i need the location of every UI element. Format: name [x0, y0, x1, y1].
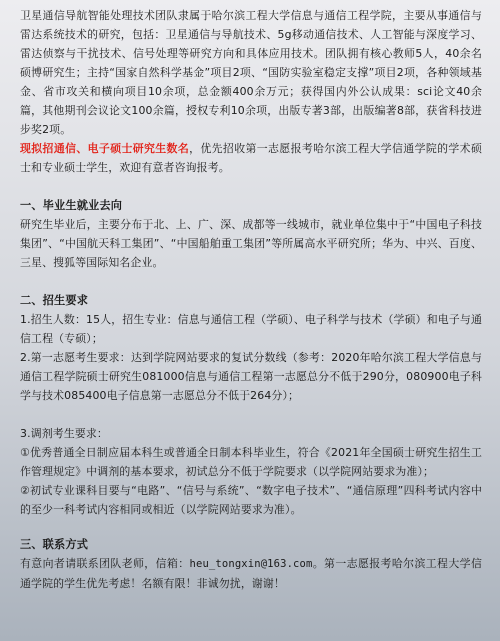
recruit-text: ，优先招收第一志愿报考哈尔滨工程大学信通学院的学术硕士和专业硕士学生，欢迎有意者咨询报考。	[20, 142, 482, 174]
employment-paragraph: 研究生毕业后，主要分布于北、上、广、深、成都等一线城市，就业单位集中于“中国电子科技集团”、“中国航天科工集团”、“中国船舶重工集团”等所属高水平研究所；华为、中兴、百度、三星、搜狐等国际知名企业。	[20, 218, 482, 269]
spacer	[20, 519, 482, 535]
section-heading-contact: 三、联系方式	[20, 538, 89, 551]
contact-text-before: 有意向者请联系团队老师，信箱：	[20, 557, 190, 570]
contact-text-after: 。第一志愿报考哈尔滨工程大学信通学院的学生优先考虑！名额有限！非诚勿扰，谢谢！	[20, 557, 482, 590]
contact-email: heu_tongxin@163.com	[189, 558, 313, 570]
requirement-item-2: 2.第一志愿考生要求：达到学院网站要求的复试分数线（参考：2020年哈尔滨工程大学信息与通信工程学院硕士研究生081000信息与通信工程第一志愿总分不低于290分，080900电子科学与技术085400电子信息第一志愿总分不低于264分）；	[20, 351, 482, 402]
requirement-item-3b: ②初试专业课科目要与“电路”、“信号与系统”、“数字电子技术”、“通信原理”四科考试内容中的至少一科考试内容相同或相近（以学院网站要求为准）。	[20, 484, 482, 516]
requirement-item-3a: ①优秀普通全日制应届本科生或普通全日制本科毕业生，符合《2021年全国硕士研究生招生工作管理规定》中调剂的基本要求，初试总分不低于学院要求（以学院网站要求为准）；	[20, 446, 482, 478]
recruit-paragraph	[20, 139, 482, 177]
recruit-highlight: 现拟招通信、电子硕士研究生数名	[20, 142, 190, 155]
intro-paragraph	[20, 6, 482, 139]
requirement-item-3-title: 3.调剂考生要求：	[20, 427, 108, 440]
spacer	[20, 405, 482, 424]
section-heading-employment: 一、毕业生就业去向	[20, 199, 123, 212]
spacer	[20, 177, 482, 196]
section-heading-requirements: 二、招生要求	[20, 294, 89, 307]
intro-text: 卫星通信导航智能处理技术团队隶属于哈尔滨工程大学信息与通信工程学院，主要从事通信与雷达系统技术的研究，包括：卫星通信与导航技术、5g移动通信技术、人工智能与深度学习、雷达侦察与干扰技术、信号处理等研究方向和具体应用技术。团队拥有核心教师5人，40余名硕博研究生；主持“国家自然科学基金”项目2项、“国防实验室稳定支撑”项目2项，各种领域基金、省市攻关和横向项目10余项，总金额400余万元；获得国内外公认成果：sci论文40余篇，其他期刊会议论文100余篇，授权专利10余项，出版专著3部，出版编著8部，获省科技进步奖2项。	[20, 9, 482, 136]
spacer	[20, 272, 482, 291]
contact-paragraph	[20, 554, 482, 593]
requirement-item-1: 1.招生人数：15人，招生专业：信息与通信工程（学硕）、电子科学与技术（学硕）和电子与通信工程（专硕）；	[20, 313, 482, 345]
